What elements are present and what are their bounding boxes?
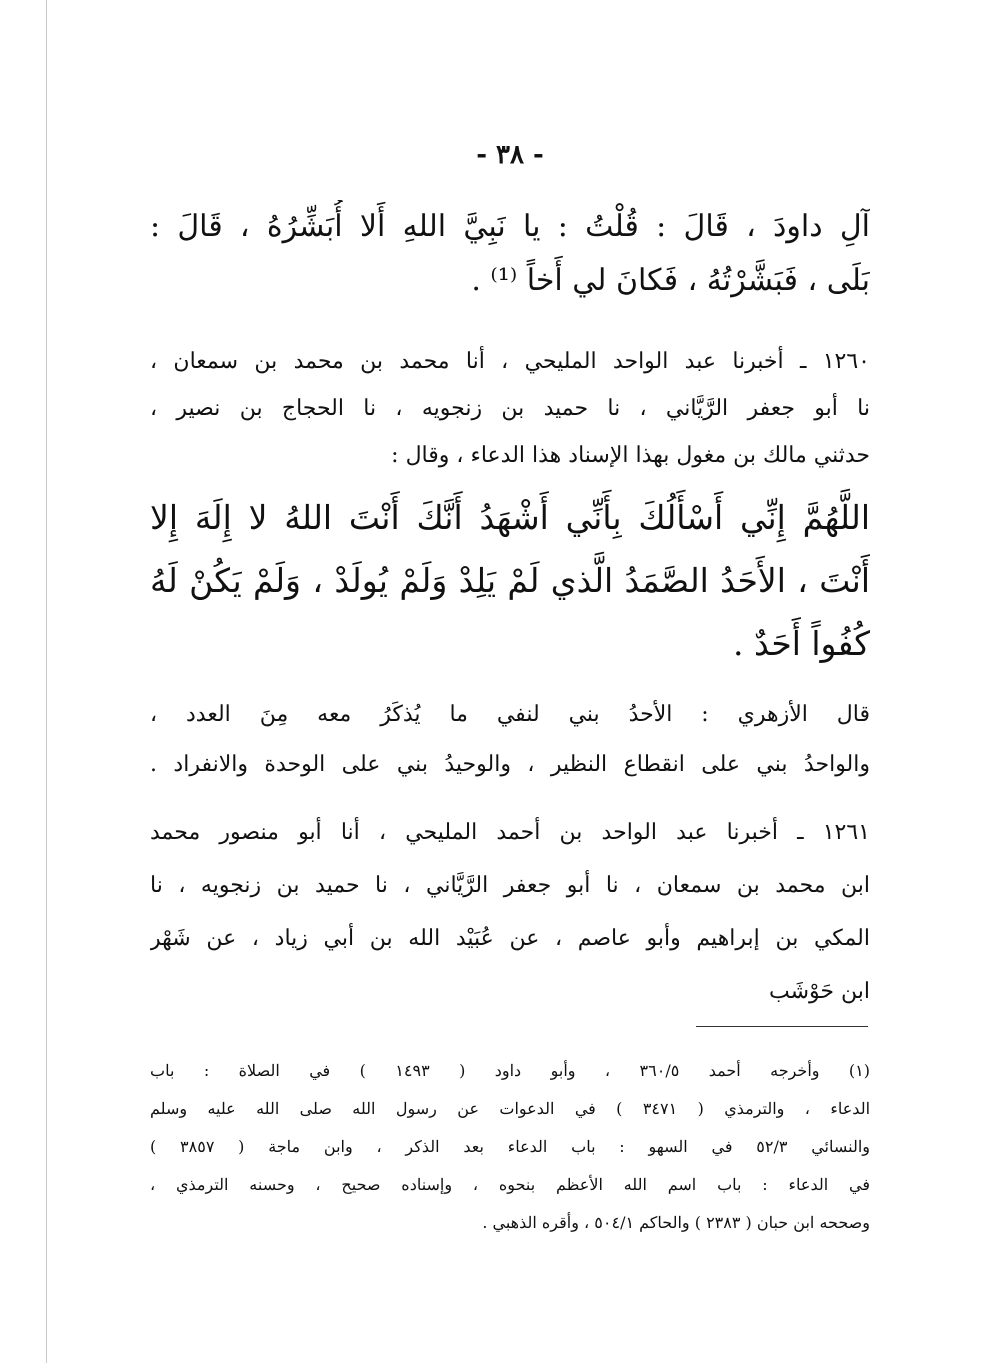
footnotes: [150, 1052, 870, 1242]
text-line: ابن حَوْشَب: [769, 979, 870, 1004]
hadith-1261-chain: [150, 806, 870, 1018]
text-line: ١٢٦١ ـ أخبرنا عبد الواحد بن أحمد المليحي ، أنا أبو منصور محمد: [150, 820, 870, 845]
text-line: بَلَى ، فَبَشَّرْتُهُ ، فَكانَ لي أَخاً ⁽¹⁾ .: [471, 263, 870, 298]
footnote-line: والنسائي ٥٢/٣ في السهو : باب الدعاء بعد الذكر ، وابن ماجة ( ٣٨٥٧ ): [150, 1137, 870, 1156]
text-line: المكي بن إبراهيم وأبو عاصم ، عن عُبَيْد الله بن أبي زياد ، عن شَهْر: [150, 926, 870, 951]
dua-text: [150, 486, 870, 675]
hadith-1260-chain: [150, 338, 870, 479]
text-line: نا أبو جعفر الرَّيَّاني ، نا حميد بن زنجويه ، نا الحجاج بن نصير ،: [150, 396, 870, 421]
text-line: أَنْتَ ، الأَحَدُ الصَّمَدُ الَّذي لَمْ يَلِدْ وَلَمْ يُولَدْ ، وَلَمْ يَكُنْ لَهُ: [150, 561, 870, 600]
text-line: ١٢٦٠ ـ أخبرنا عبد الواحد المليحي ، أنا محمد بن محمد بن سمعان ،: [150, 349, 870, 374]
text-line: اللَّهُمَّ إِنِّي أَسْأَلُكَ بِأَنِّي أَشْهَدُ أَنَّكَ أَنْتَ اللهُ لا إِلَهَ إِلا: [150, 498, 870, 537]
footnote-line: الدعاء ، والترمذي ( ٣٤٧١ ) في الدعوات عن رسول الله صلى الله عليه وسلم: [150, 1099, 870, 1118]
text-line: ابن محمد بن سمعان ، نا أبو جعفر الرَّيَّاني ، نا حميد بن زنجويه ، نا: [150, 873, 870, 898]
text-line: كُفُواً أَحَدٌ .: [733, 624, 870, 663]
page-number: - ٣٨ -: [476, 140, 544, 170]
text-line: حدثني مالك بن مغول بهذا الإسناد هذا الدعاء ، وقال :: [391, 443, 870, 468]
book-page: [150, 120, 870, 1320]
scan-margin-line: [46, 0, 47, 1363]
text-line: قال الأزهري : الأحدُ بني لنفي ما يُذكَرُ معه مِنَ العدد ،: [150, 702, 870, 727]
hadith-continuation: [150, 200, 870, 308]
footnote-line: (١) وأخرجه أحمد ٣٦٠/٥ ، وأبو داود ( ١٤٩٣ ) في الصلاة : باب: [150, 1061, 870, 1080]
footnote-separator: [696, 1026, 868, 1027]
footnote-line: في الدعاء : باب اسم الله الأعظم بنحوه ، وإسناده صحيح ، وحسنه الترمذي ،: [150, 1175, 870, 1194]
azhari-commentary: [150, 690, 870, 790]
text-line: والواحدُ بني على انقطاع النظير ، والوحيدُ بني على الوحدة والانفراد .: [150, 752, 870, 777]
footnote-line: وصححه ابن حبان ( ٢٣٨٣ ) والحاكم ٥٠٤/١ ، وأقره الذهبي .: [482, 1213, 870, 1232]
text-line: آلِ داودَ ، قَالَ : قُلْتُ : يا نَبِيَّ اللهِ أَلا أُبَشِّرُهُ ، قَالَ :: [150, 209, 870, 244]
